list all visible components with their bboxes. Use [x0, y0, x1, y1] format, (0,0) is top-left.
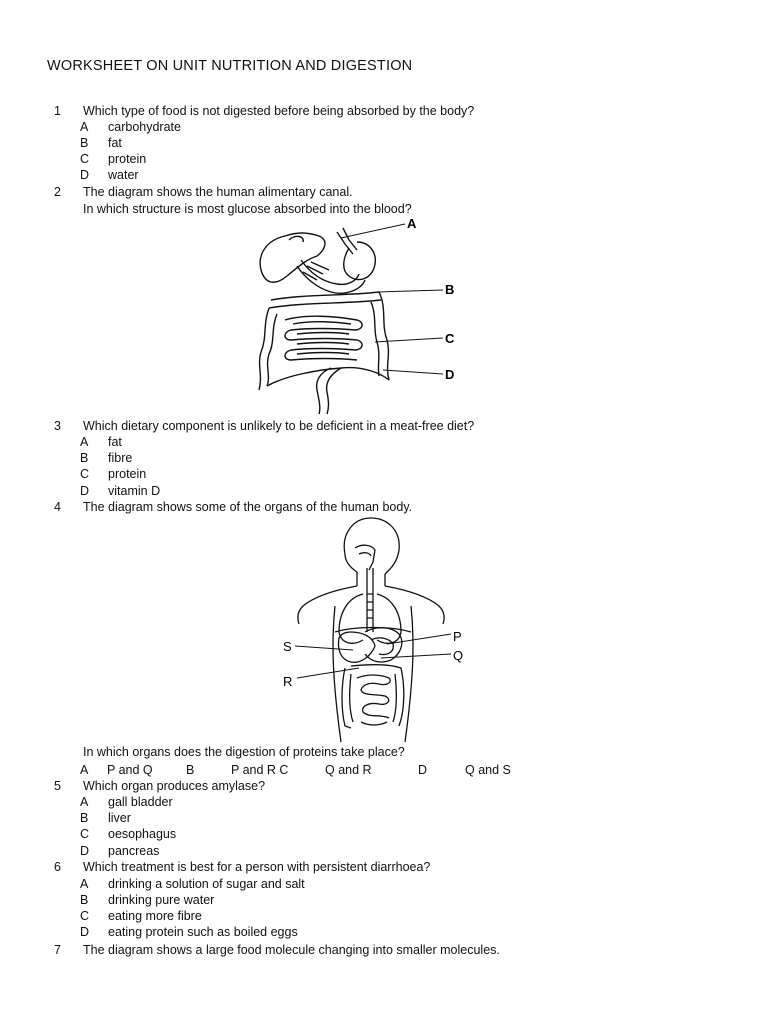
option-text: eating more fibre [108, 909, 202, 923]
question-text: Which type of food is not digested before being absorbed by the body? [83, 104, 475, 118]
option-text: fibre [108, 451, 133, 465]
option-letter: A [80, 877, 89, 891]
option-letter: D [80, 168, 90, 182]
question-text: The diagram shows some of the organs of the human body. [83, 500, 413, 514]
question-number: 1 [54, 104, 61, 118]
diagram-label-q: Q [453, 648, 464, 663]
option-text: Q and R [325, 763, 372, 777]
option-text: P and Q [107, 763, 153, 777]
option-text: oesophagus [108, 827, 177, 841]
option-letter: B [80, 451, 89, 465]
question-text: In which structure is most glucose absorbed into the blood? [83, 202, 412, 216]
question-text: In which organs does the digestion of proteins take place? [83, 745, 405, 759]
question-number: 7 [54, 943, 61, 957]
option-text: water [108, 168, 139, 182]
alimentary-canal-diagram [245, 214, 475, 416]
option-text: P and R C [231, 763, 289, 777]
diagram-label-s: S [283, 639, 292, 654]
option-text: liver [108, 811, 131, 825]
diagram-label-d: D [445, 367, 455, 382]
option-letter: C [80, 152, 90, 166]
option-text: eating protein such as boiled eggs [108, 925, 298, 939]
option-letter: C [80, 467, 90, 481]
question-text: Which organ produces amylase? [83, 779, 266, 793]
option-letter: C [80, 909, 90, 923]
option-letter: B [80, 893, 89, 907]
option-letter: C [80, 827, 90, 841]
question-text: Which dietary component is unlikely to be deficient in a meat-free diet? [83, 419, 475, 433]
diagram-label-c: C [445, 331, 455, 346]
option-text: drinking pure water [108, 893, 215, 907]
option-letter: B [80, 136, 89, 150]
diagram-label-p: P [453, 629, 462, 644]
option-letter: A [80, 435, 89, 449]
option-letter: D [80, 844, 90, 858]
option-text: protein [108, 152, 147, 166]
question-number: 3 [54, 419, 61, 433]
option-letter: D [80, 925, 90, 939]
question-number: 6 [54, 860, 61, 874]
question-number: 5 [54, 779, 61, 793]
option-text: carbohydrate [108, 120, 181, 134]
question-text: The diagram shows the human alimentary canal. [83, 185, 353, 199]
question-text: The diagram shows a large food molecule changing into smaller molecules. [83, 943, 500, 957]
diagram-label-a: A [407, 216, 417, 231]
option-text: fat [108, 435, 122, 449]
question-number: 2 [54, 185, 61, 199]
option-text: Q and S [465, 763, 511, 777]
question-text: Which treatment is best for a person with persistent diarrhoea? [83, 860, 431, 874]
option-letter: A [80, 120, 89, 134]
question-number: 4 [54, 500, 61, 514]
diagram-label-b: B [445, 282, 455, 297]
diagram-label-r: R [283, 674, 293, 689]
option-letter: A [80, 795, 89, 809]
option-letter: D [80, 484, 90, 498]
option-letter: B [80, 811, 89, 825]
option-text: fat [108, 136, 122, 150]
option-text: pancreas [108, 844, 160, 858]
page-title: WORKSHEET ON UNIT NUTRITION AND DIGESTION [47, 58, 413, 74]
human-organs-diagram [275, 514, 475, 744]
option-letter: A [80, 763, 89, 777]
option-text: vitamin D [108, 484, 161, 498]
option-text: protein [108, 467, 147, 481]
option-letter: B [186, 763, 195, 777]
option-letter: D [418, 763, 428, 777]
option-text: gall bladder [108, 795, 173, 809]
option-text: drinking a solution of sugar and salt [108, 877, 305, 891]
